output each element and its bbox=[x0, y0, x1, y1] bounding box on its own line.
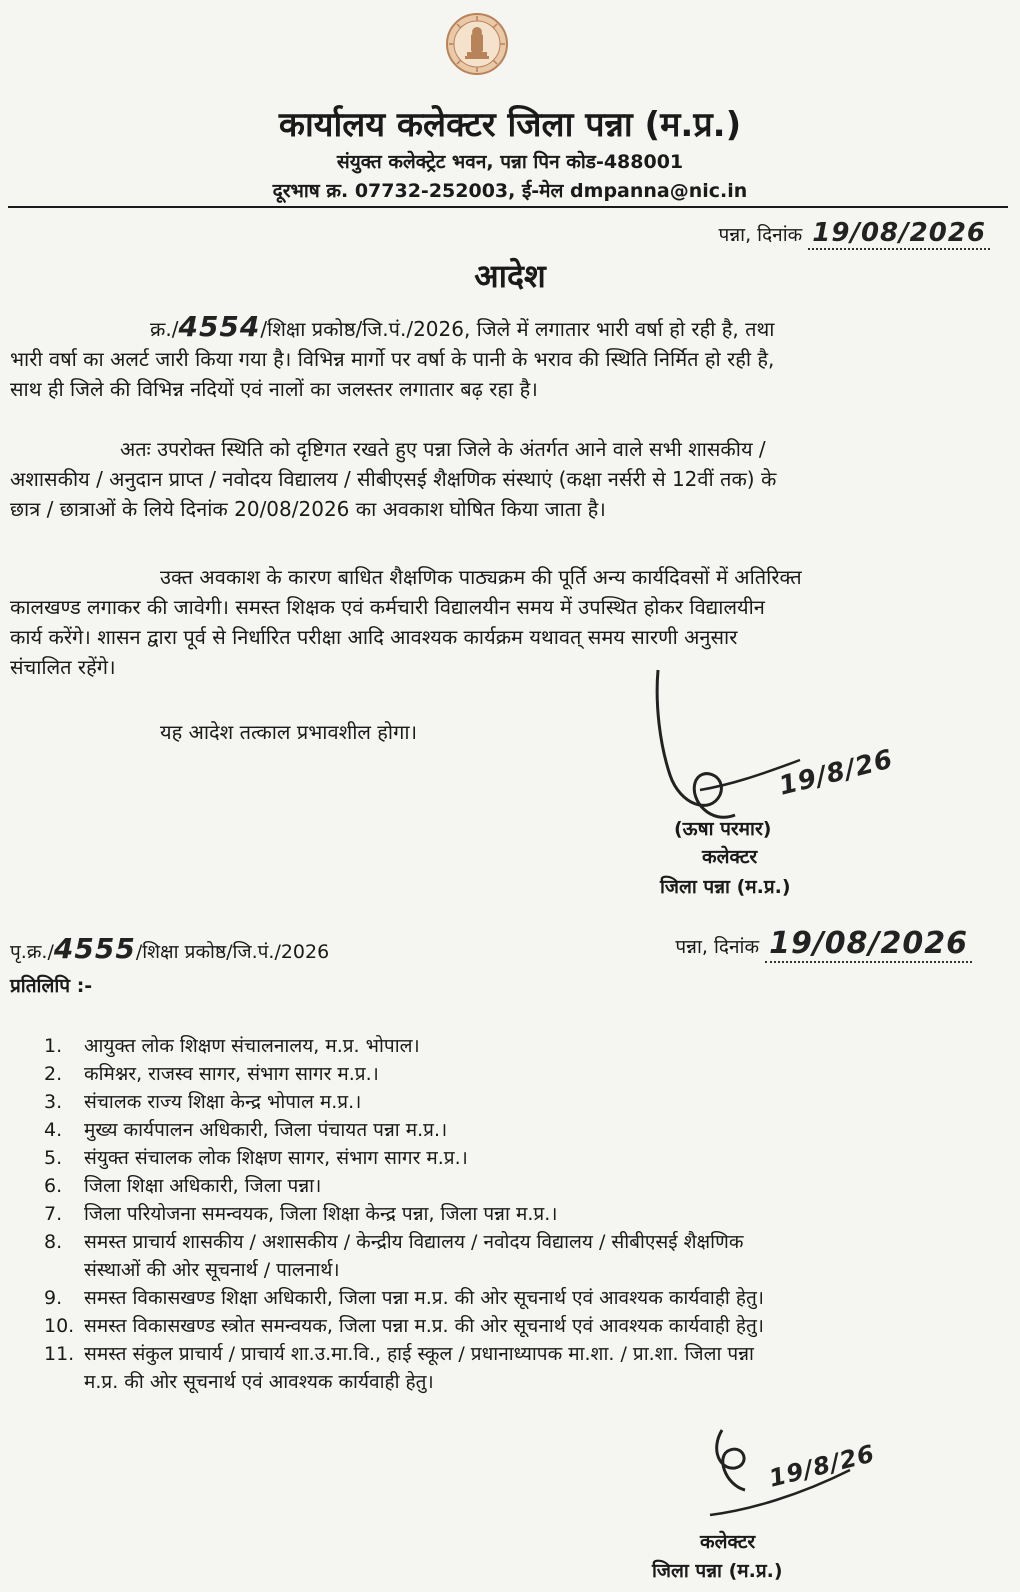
copy-list-item bbox=[44, 1200, 974, 1228]
copy-list-item-line: आयुक्त लोक शिक्षण संचालनालय, म.प्र. भोपाल। bbox=[84, 1035, 420, 1057]
office-contact: दूरभाष क्र. 07732-252003, ई-मेल dmpanna@nic.in bbox=[272, 180, 748, 202]
order-p2-line: छात्र / छात्राओं के लिये दिनांक 20/08/2026 का अवकाश घोषित किया जाता है। bbox=[10, 497, 606, 521]
copy-list-item bbox=[44, 1172, 974, 1200]
endorsement-rest: /शिक्षा प्रकोष्ठ/जि.पं./2026 bbox=[135, 941, 330, 963]
endorsement-number-line bbox=[10, 932, 329, 965]
copy-list-item-line: संयुक्त संचालक लोक शिक्षण सागर, संभाग सागर म.प्र.। bbox=[84, 1147, 468, 1169]
copy-list-item-number: 6. bbox=[44, 1175, 63, 1197]
collector-office-2: जिला पन्ना (म.प्र.) bbox=[652, 1560, 783, 1582]
copy-list-item-number: 11. bbox=[44, 1343, 75, 1365]
copy-list-item bbox=[44, 1060, 974, 1088]
copy-list-item-number: 4. bbox=[44, 1119, 63, 1141]
copy-list-item-number: 8. bbox=[44, 1231, 63, 1253]
copy-list-item bbox=[44, 1312, 974, 1340]
order-date bbox=[719, 218, 990, 250]
copy-list bbox=[44, 1032, 974, 1396]
copy-list-item bbox=[44, 1228, 974, 1284]
copy-list-item-line: संस्थाओं की ओर सूचनार्थ / पालनार्थ। bbox=[84, 1259, 340, 1281]
copy-list-item-text bbox=[84, 1172, 321, 1200]
copy-list-item-number: 1. bbox=[44, 1035, 63, 1057]
collector-signature-1 bbox=[640, 665, 860, 835]
copy-list-item-text bbox=[84, 1116, 447, 1144]
signature-2-date: 19/8/26 bbox=[766, 1439, 878, 1493]
order-p2-line: अशासकीय / अनुदान प्राप्त / नवोदय विद्यालय / सीबीएसई शैक्षणिक संस्थाएं (कक्षा नर्सरी से 12वीं तक) के bbox=[10, 467, 777, 491]
order-effective-line: यह आदेश तत्काल प्रभावशील होगा। bbox=[160, 720, 418, 744]
order-paragraph-2 bbox=[10, 434, 960, 524]
copy-list-item-number: 5. bbox=[44, 1147, 63, 1169]
order-p1-line: साथ ही जिले की विभिन्न नदियों एवं नालों का जलस्तर लगातार बढ़ रहा है। bbox=[10, 377, 538, 401]
copy-list-item bbox=[44, 1284, 974, 1312]
order-p3-line: कार्य करेंगे। शासन द्वारा पूर्व से निर्धारित परीक्षा आदि आवश्यक कार्यक्रम यथावत् समय सारणी अनुसार bbox=[10, 625, 738, 649]
order-p1-line: /शिक्षा प्रकोष्ठ/जि.पं./2026, जिले में लगातार भारी वर्षा हो रही है, तथा bbox=[260, 317, 775, 341]
copy-list-item-text bbox=[84, 1032, 420, 1060]
copy-list-item-line: संचालक राज्य शिक्षा केन्द्र भोपाल म.प्र.। bbox=[84, 1091, 362, 1113]
office-title: कार्यालय कलेक्टर जिला पन्ना (म.प्र.) bbox=[278, 105, 742, 145]
order-paragraph-1 bbox=[10, 312, 960, 404]
copy-list-item-text bbox=[84, 1060, 379, 1088]
signature-1-date: 19/8/26 bbox=[776, 744, 897, 802]
order-p2-line: अतः उपरोक्त स्थिति को दृष्टिगत रखते हुए पन्ना जिले के अंतर्गत आने वाले सभी शासकीय / bbox=[120, 437, 766, 461]
order-heading: आदेश bbox=[474, 257, 546, 295]
copy-list-item-line: म.प्र. की ओर सूचनार्थ एवं आवश्यक कार्यवाही हेतु। bbox=[84, 1371, 434, 1393]
order-paragraph-3 bbox=[10, 562, 960, 682]
order-date-value: 19/08/2026 bbox=[808, 218, 990, 250]
copy-list-item-line: समस्त प्राचार्य शासकीय / अशासकीय / केन्द्रीय विद्यालय / नवोदय विद्यालय / सीबीएसई शैक्षणिक bbox=[84, 1231, 744, 1253]
copy-list-item-text bbox=[84, 1200, 557, 1228]
copy-list-item-number: 7. bbox=[44, 1203, 63, 1225]
copy-list-item-line: कमिश्नर, राजस्व सागर, संभाग सागर म.प्र.। bbox=[84, 1063, 379, 1085]
endorsement-prefix: पृ.क्र./ bbox=[10, 941, 54, 963]
copy-list-item-text bbox=[84, 1144, 468, 1172]
copy-list-item-text bbox=[84, 1312, 764, 1340]
order-number-prefix: क्र./ bbox=[150, 317, 179, 341]
collector-office-1: जिला पन्ना (म.प्र.) bbox=[660, 876, 791, 898]
mp-government-emblem bbox=[445, 12, 509, 76]
endorsement-date-value: 19/08/2026 bbox=[765, 926, 972, 963]
copy-list-item bbox=[44, 1340, 974, 1396]
header-divider bbox=[8, 206, 1008, 208]
copy-list-item-text bbox=[84, 1284, 764, 1312]
endorsement-date-label: पन्ना, दिनांक bbox=[675, 936, 760, 958]
order-date-label: पन्ना, दिनांक bbox=[718, 224, 803, 246]
copy-list-item bbox=[44, 1144, 974, 1172]
order-number: 4554 bbox=[178, 310, 261, 343]
copy-to-label: प्रतिलिपि :- bbox=[10, 975, 93, 997]
collector-name: (ऊषा परमार) bbox=[674, 818, 772, 840]
copy-list-item-number: 2. bbox=[44, 1063, 63, 1085]
order-p1-line: भारी वर्षा का अलर्ट जारी किया गया है। विभिन्न मार्गो पर वर्षा के पानी के भराव की स्थिति निर्मित हो रही है, bbox=[10, 347, 775, 371]
order-p3-line: संचालित रहेंगे। bbox=[10, 655, 116, 679]
order-p3-line: कालखण्ड लगाकर की जावेगी। समस्त शिक्षक एवं कर्मचारी विद्यालयीन समय में उपस्थित होकर विद्यालयीन bbox=[10, 595, 765, 619]
copy-list-item-text bbox=[84, 1228, 743, 1284]
copy-list-item-line: समस्त विकासखण्ड स्त्रोत समन्वयक, जिला पन्ना म.प्र. की ओर सूचनार्थ एवं आवश्यक कार्यवाही हेतु। bbox=[84, 1315, 764, 1337]
order-p3-line: उक्त अवकाश के कारण बाधित शैक्षणिक पाठ्यक्रम की पूर्ति अन्य कार्यदिवसों में अतिरिक्त bbox=[160, 565, 802, 589]
copy-list-item-number: 9. bbox=[44, 1287, 63, 1309]
collector-designation-1: कलेक्टर bbox=[702, 846, 758, 868]
copy-list-item-line: जिला परियोजना समन्वयक, जिला शिक्षा केन्द्र पन्ना, जिला पन्ना म.प्र.। bbox=[84, 1203, 558, 1225]
copy-list-item-text bbox=[84, 1088, 361, 1116]
copy-list-item-number: 3. bbox=[44, 1091, 63, 1113]
copy-list-item-line: जिला शिक्षा अधिकारी, जिला पन्ना। bbox=[84, 1175, 322, 1197]
collector-designation-2: कलेक्टर bbox=[700, 1531, 756, 1553]
endorsement-date bbox=[675, 926, 972, 963]
copy-list-item-line: समस्त विकासखण्ड शिक्षा अधिकारी, जिला पन्ना म.प्र. की ओर सूचनार्थ एवं आवश्यक कार्यवाही हेतु। bbox=[84, 1287, 765, 1309]
office-address: संयुक्त कलेक्ट्रेट भवन, पन्ना पिन कोड-488001 bbox=[336, 151, 684, 173]
copy-list-item-number: 10. bbox=[44, 1315, 75, 1337]
copy-list-item-line: समस्त संकुल प्राचार्य / प्राचार्य शा.उ.मा.वि., हाई स्कूल / प्रधानाध्यापक मा.शा. / प्रा.शा. जिला पन्ना bbox=[84, 1343, 754, 1365]
endorsement-number: 4555 bbox=[53, 932, 136, 965]
copy-list-item bbox=[44, 1088, 974, 1116]
copy-list-item bbox=[44, 1032, 974, 1060]
copy-list-item-line: मुख्य कार्यपालन अधिकारी, जिला पंचायत पन्ना म.प्र.। bbox=[84, 1119, 448, 1141]
copy-list-item-text bbox=[84, 1340, 754, 1396]
copy-list-item bbox=[44, 1116, 974, 1144]
